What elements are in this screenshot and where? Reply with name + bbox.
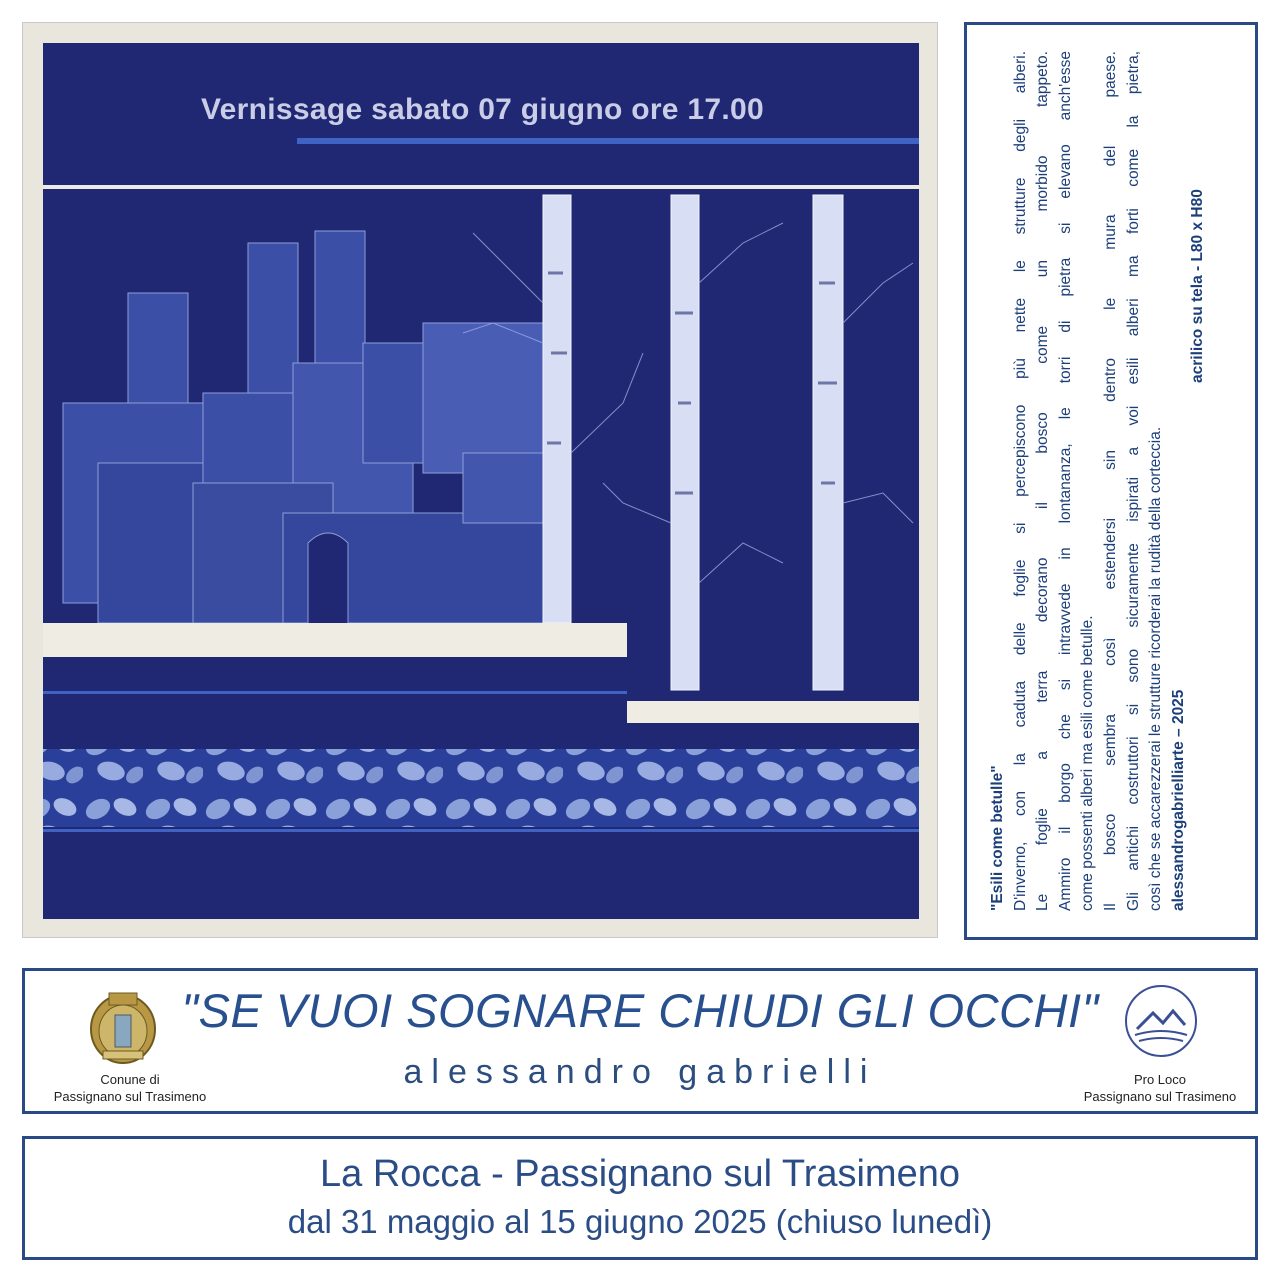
description-text xyxy=(987,51,1247,911)
exhibition-dates: dal 31 maggio al 15 giugno 2025 (chiuso lunedì) xyxy=(287,1203,993,1240)
vernissage-text: Vernissage sabato 07 giugno ore 17.00 xyxy=(201,93,764,126)
pro-loco-caption-line: Passignano sul Trasimeno xyxy=(1083,1089,1237,1104)
description-line: Gli antichi costruttori si sono sicuramente ispirati a voi esili alberi ma forti come la pietra, xyxy=(1124,51,1142,911)
description-line: Ammiro il borgo che si intravvede in lontananza, le torri di pietra si elevano anch'esse xyxy=(1056,51,1074,911)
artist-name: alessandro gabrielli xyxy=(403,1053,877,1091)
venue-banner xyxy=(22,1136,1258,1260)
municipality-caption-line: Conune di xyxy=(100,1072,160,1087)
artwork-technique: acrilico su tela - L80 x H80 xyxy=(1189,189,1206,383)
description-line: come possenti alberi ma esili come betulle. xyxy=(1079,615,1097,911)
municipality-caption xyxy=(25,1071,235,1105)
municipality-caption-line: Passignano sul Trasimeno xyxy=(53,1089,207,1104)
description-line: Le foglie a terra decorano il bosco come un morbido tappeto. xyxy=(1034,51,1052,911)
description-panel xyxy=(964,22,1258,940)
description-line: così che se accarezzerai le strutture ricorderai la rudità della corteccia. xyxy=(1147,426,1165,911)
artwork-title: "Esili come betulle" xyxy=(989,765,1006,911)
painting-image xyxy=(22,22,938,938)
description-line: Il bosco sembra così estendersi sin dentro le mura del paese. xyxy=(1101,51,1119,911)
title-banner xyxy=(22,968,1258,1114)
artist-signature: alessandrogabrielliarte – 2025 xyxy=(1169,689,1187,911)
venue-place: La Rocca - Passignano sul Trasimeno xyxy=(320,1153,960,1195)
pro-loco-caption-line: Pro Loco xyxy=(1133,1072,1187,1087)
painting-artwork xyxy=(23,23,939,939)
exhibition-title: "SE VUOI SOGNARE CHIUDI GLI OCCHI" xyxy=(181,984,1099,1037)
pro-loco-caption xyxy=(1065,1071,1255,1105)
description-line: D'inverno, con la caduta delle foglie si percepiscono più nette le strutture degli alberi. xyxy=(1011,51,1029,911)
